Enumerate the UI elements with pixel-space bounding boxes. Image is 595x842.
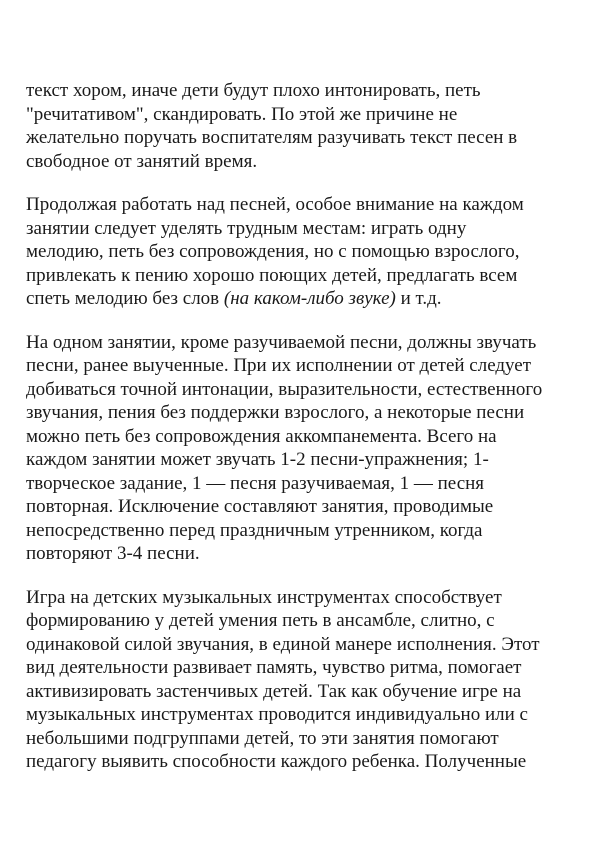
text-line: свободное от занятий время. <box>26 150 258 172</box>
text-line: добиваться точной интонации, выразительности, естественного <box>26 378 543 400</box>
text-line <box>26 287 574 311</box>
text-line: вид деятельности развивает память, чувство ритма, помогает <box>26 657 522 678</box>
text-line: можно петь без сопровождения аккомпанемента. Всего на <box>26 425 497 447</box>
text-line: текст хором, иначе дети будут плохо интонировать, петь <box>26 80 481 101</box>
text-line: каждом занятии может звучать 1-2 песни-упражнения; 1- <box>26 449 489 470</box>
text-line: активизировать застенчивых детей. Так как обучение игре на <box>26 680 522 702</box>
text-line: формированию у детей умения петь в ансамбле, слитно, с <box>26 610 495 631</box>
text-line: песни, ранее выученные. При их исполнении от детей следует <box>26 355 532 376</box>
text-line: творческое задание, 1 — песня разучиваемая, 1 — песня <box>26 472 485 494</box>
text-line: повторяют 3-4 песни. <box>26 543 200 564</box>
paragraph-4 <box>26 586 574 774</box>
text-segment: и т.д. <box>395 288 442 309</box>
text-line: привлекать к пению хорошо поющих детей, предлагать всем <box>26 264 518 286</box>
text-line: одинаковой силой звучания, в единой манере исполнения. Этот <box>26 633 540 655</box>
paragraph-2 <box>26 193 574 311</box>
italic-phrase: (на каком-либо звуке) <box>223 288 396 309</box>
text-segment: спеть мелодию без слов <box>26 288 224 309</box>
text-line: желательно поручать воспитателям разучивать текст песен в <box>26 127 518 148</box>
paragraph-3 <box>26 331 574 566</box>
text-line: мелодию, петь без сопровождения, но с помощью взрослого, <box>26 241 520 262</box>
text-line: занятии следует уделять трудным местам: играть одну <box>26 217 467 239</box>
text-line: музыкальных инструментах проводится индивидуально или с <box>26 704 528 725</box>
text-line: повторная. Исключение составляют занятия, проводимые <box>26 496 494 517</box>
text-line: непосредственно перед праздничным утренником, когда <box>26 519 483 541</box>
text-line: педагогу выявить способности каждого ребенка. Полученные <box>26 751 527 772</box>
text-line: Игра на детских музыкальных инструментах способствует <box>26 586 502 608</box>
body-text <box>26 79 574 794</box>
text-line: звучания, пения без поддержки взрослого, а некоторые песни <box>26 402 525 423</box>
text-line: Продолжая работать над песней, особое внимание на каждом <box>26 194 524 215</box>
text-line: "речитативом", скандировать. По этой же причине не <box>26 103 458 125</box>
text-line: небольшими подгруппами детей, то эти занятия помогают <box>26 727 499 749</box>
paragraph-1 <box>26 79 574 173</box>
text-line: На одном занятии, кроме разучиваемой песни, должны звучать <box>26 331 537 353</box>
